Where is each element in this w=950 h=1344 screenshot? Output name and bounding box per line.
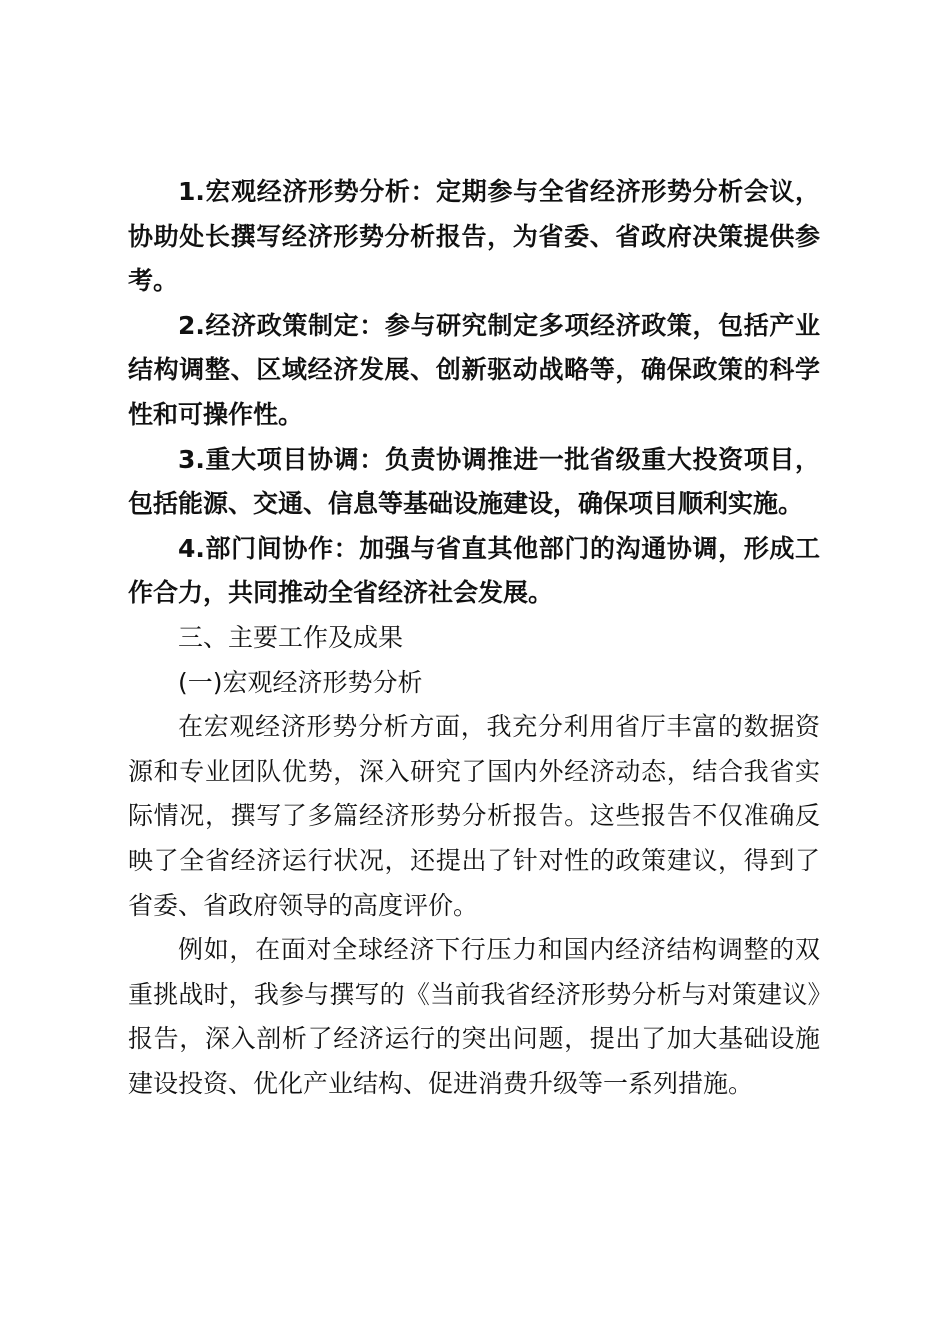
duty-item-1: 1.宏观经济形势分析：定期参与全省经济形势分析会议，协助处长撰写经济形势分析报告，为省委、省政府决策提供参考。 (128, 177, 820, 296)
section-heading: 三、主要工作及成果 (178, 622, 404, 652)
duty-item-2: 2.经济政策制定：参与研究制定多项经济政策，包括产业结构调整、区域经济发展、创新驱动战略等，确保政策的科学性和可操作性。 (128, 310, 820, 429)
body-paragraph-1: 在宏观经济形势分析方面，我充分利用省厅丰富的数据资源和专业团队优势，深入研究了国内外经济动态，结合我省实际情况，撰写了多篇经济形势分析报告。这些报告不仅准确反映了全省经济运行状况，还提出了针对性的政策建议，得到了省委、省政府领导的高度评价。 (128, 712, 820, 920)
subsection-heading: (一)宏观经济形势分析 (178, 667, 423, 697)
duty-item-4: 4.部门间协作：加强与省直其他部门的沟通协调，形成工作合力，共同推动全省经济社会发展。 (128, 533, 820, 608)
document-page (128, 170, 820, 1106)
body-paragraph-2: 例如，在面对全球经济下行压力和国内经济结构调整的双重挑战时，我参与撰写的《当前我省经济形势分析与对策建议》报告，深入剖析了经济运行的突出问题，提出了加大基础设施建设投资、优化产业结构、促进消费升级等一系列措施。 (128, 935, 820, 1098)
duty-item-3: 3.重大项目协调：负责协调推进一批省级重大投资项目，包括能源、交通、信息等基础设施建设，确保项目顺利实施。 (128, 444, 820, 519)
